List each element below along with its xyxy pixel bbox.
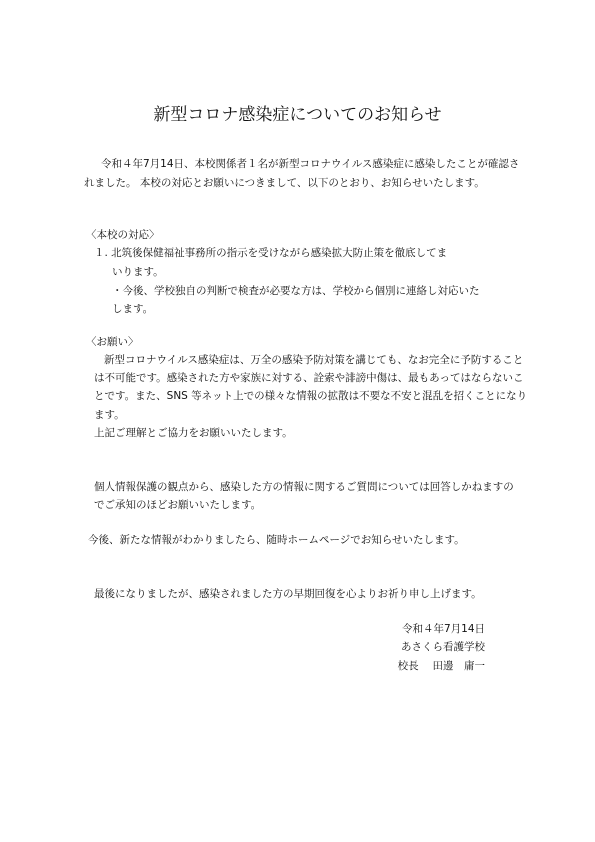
- intro-line-2: れました。 本校の対応とお願いにつきまして、以下のとおり、お知らせいたします。: [84, 177, 485, 189]
- privacy-line-1: 個人情報保護の観点から、感染した方の情報に関するご質問については回答しかねますの: [94, 481, 514, 493]
- intro-line-1: 令和４年7月14日、本校関係者１名が新型コロナウイルス感染症に感染したことが確認さ: [101, 158, 520, 170]
- response-sub-line-2: します。: [112, 303, 154, 315]
- closing-text: 最後になりましたが、感染されました方の早期回復を心よりお祈り申し上げます。: [94, 588, 482, 600]
- notice-title: 新型コロナ感染症についてのお知らせ: [153, 105, 442, 125]
- request-heading: 〈お願い〉: [86, 336, 139, 348]
- request-paragraph-line-3: とです。また、SNS 等ネット上での様々な情報の拡散は不要な不安と混乱を招くことになり: [94, 390, 528, 402]
- updates-text: 今後、新たな情報がわかりましたら、随時ホームページでお知らせいたします。: [88, 534, 465, 546]
- request-paragraph-line-2: は不可能です。感染された方や家族に対する、詮索や誹謗中傷は、最もあってはならないこ: [94, 372, 524, 384]
- signature-school: あさくら看護学校: [401, 641, 485, 653]
- response-item-1-line-2: いります。: [112, 266, 164, 278]
- request-paragraph-line-4: ます。: [94, 409, 125, 421]
- request-paragraph-2: 上記ご理解とご協力をお願いいたします。: [94, 427, 293, 439]
- request-paragraph-line-1: 新型コロナウイルス感染症は、万全の感染予防対策を講じても、なお完全に予防すること: [104, 354, 524, 366]
- privacy-line-2: でご承知のほどお願いいたします。: [94, 499, 262, 511]
- response-sub-line-1: ・今後、学校独自の判断で検査が必要な方は、学校から個別に連絡し対応いた: [112, 285, 480, 297]
- signature-principal: 校長 田邊 庸一: [397, 660, 485, 672]
- response-heading: 〈本校の対応〉: [86, 229, 160, 241]
- response-item-1-line-1: １. 北筑後保健福祉事務所の指示を受けながら感染拡大防止策を徹底してま: [94, 247, 448, 259]
- signature-date: 令和４年7月14日: [401, 623, 485, 635]
